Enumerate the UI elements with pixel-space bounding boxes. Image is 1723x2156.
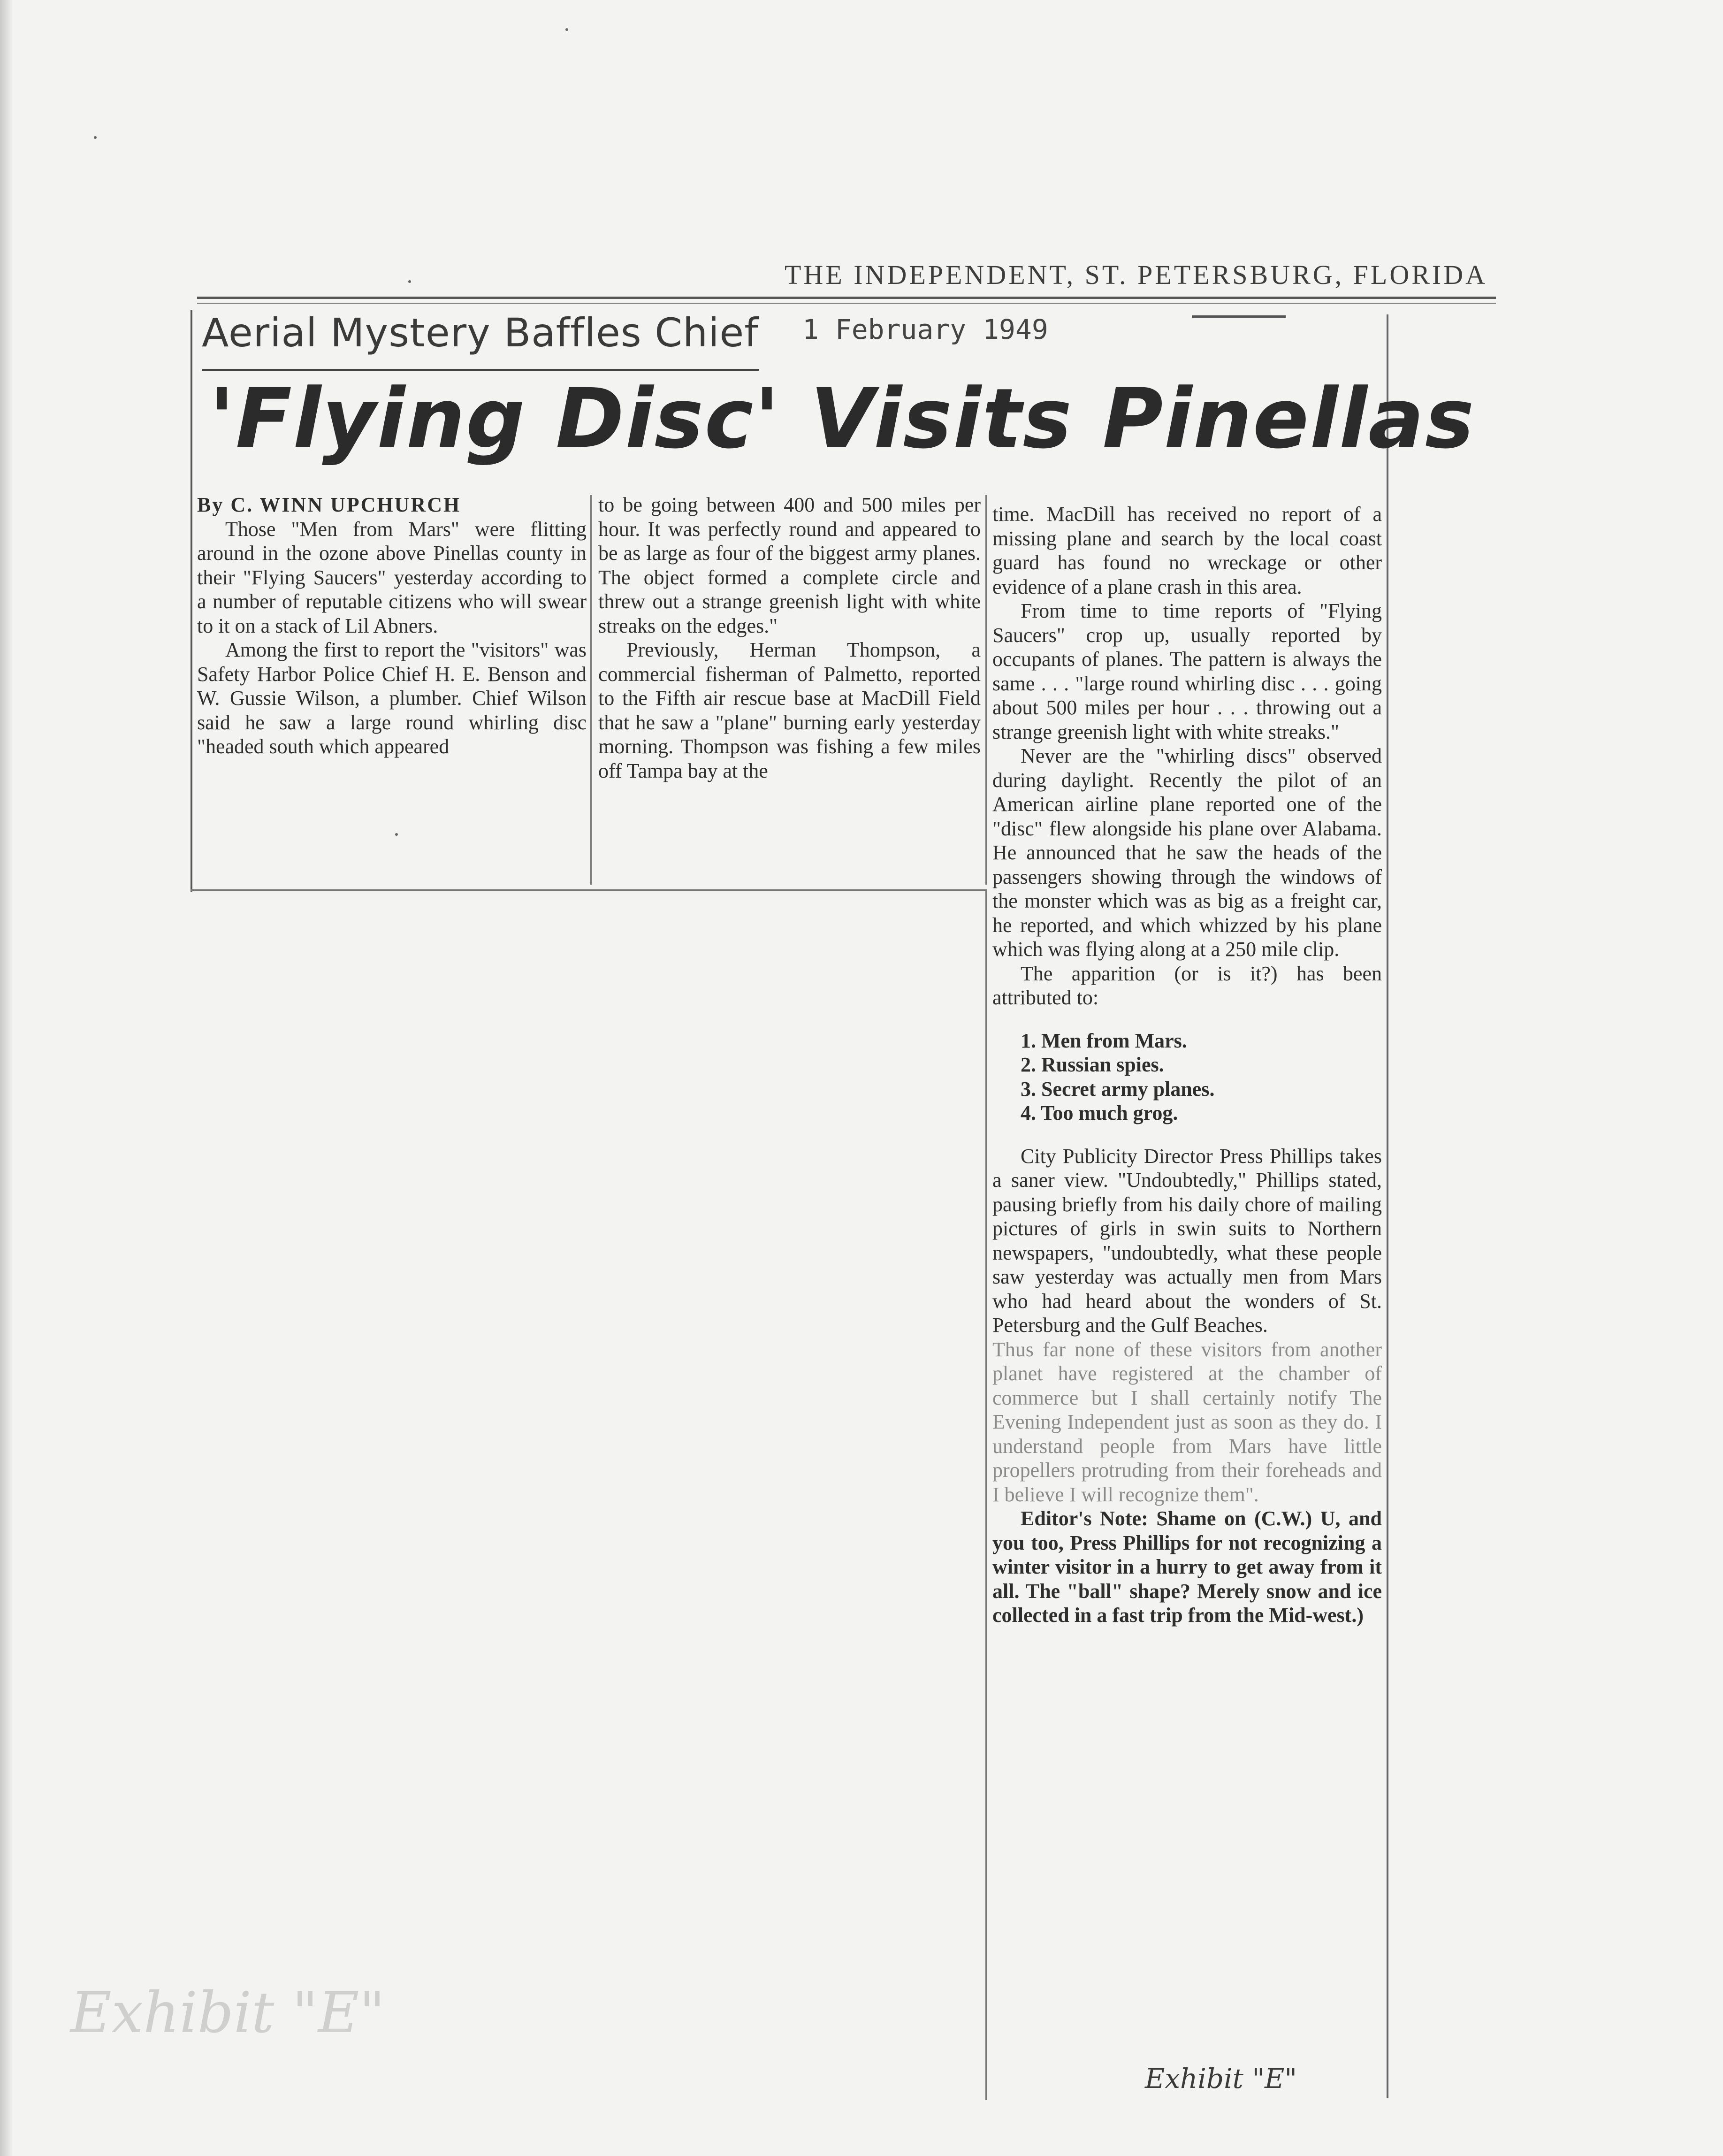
clipping-border-left [191,310,192,892]
handwritten-date: 1 February 1949 [802,313,1048,345]
paragraph-faded: Thus far none of these visitors from another planet have registered at the chamber of commerce but I shall certainly notify The Evening Independent just as soon as they do. I understand people from Mars have little propellers protruding from their foreheads and I believe I will recognize them". [992,1338,1382,1506]
list-item: 2. Russian spies. [1021,1053,1164,1076]
column-separator [985,495,987,885]
pencil-exhibit-annotation [66,1966,413,2056]
article-column-3 [992,502,1382,1628]
paragraph: to be going between 400 and 500 miles per hour. It was perfectly round and appeared to be as large as four of the biggest army planes. The object formed a complete circle and threw out a strange greenish light with white streaks on the edges." [598,493,981,637]
paragraph: Previously, Herman Thompson, a commercial fisherman of Palmetto, reported to the Fifth air rescue base at MacDill Field that he saw a "plane" burning early yesterday morning. Thompson was fishing a few miles off Tampa bay at the [598,638,981,782]
list-item: 3. Secret army planes. [1021,1077,1215,1101]
article-column-2 [598,493,981,783]
exhibit-stamp: Exhibit "E" [1145,2063,1297,2095]
scan-speck [94,136,97,139]
page-edge-shadow [0,0,12,2156]
scan-speck [408,280,411,283]
paragraph: The apparition (or is it?) has been attributed to: [992,962,1382,1009]
list-item: 4. Too much grog. [1021,1101,1178,1124]
column-separator [590,495,592,885]
byline: By C. WINN UPCHURCH [197,493,461,516]
scan-speck [395,833,398,836]
attribution-list [1021,1029,1382,1125]
main-headline: 'Flying Disc' Visits Pinellas [209,371,1475,467]
clipping-border-column [985,889,987,2100]
masthead-rule [197,297,1496,304]
paragraph: City Publicity Director Press Phillips takes a saner view. "Undoubtedly," Phillips stated, pausing briefly from his daily chore of mailing pictures of girls in swin suits to Northern newspapers, "undoubtedly, what these people saw yesterday was actually men from Mars who had heard about the wonders of St. Petersburg and the Gulf Beaches. [992,1144,1382,1337]
date-underline [1192,315,1286,318]
pencil-text: Exhibit "E" [70,1980,385,2046]
list-item: 1. Men from Mars. [1021,1029,1187,1052]
subheadline: Aerial Mystery Baffles Chief [202,310,759,371]
paragraph: Among the first to report the "visitors" was Safety Harbor Police Chief H. E. Benson and W. Gussie Wilson, a plumber. Chief Wilson said he saw a large round whirling disc "headed south which appeared [197,638,587,758]
clipping-border-right [1387,314,1388,2098]
article-column-1 [197,493,587,759]
paragraph: From time to time reports of "Flying Saucers" crop up, usually reported by occupants of planes. The pattern is always the same . . . "large round whirling disc . . . going about 500 miles per hour . . . throwing out a strange greenish light with white streaks." [992,599,1382,743]
paragraph: Those "Men from Mars" were flitting around in the ozone above Pinellas county in their "Flying Saucers" yesterday according to a number of reputable citizens who will swear to it on a stack of Lil Abners. [197,517,587,637]
scan-speck [565,28,568,31]
editors-note: Editor's Note: Shame on (C.W.) U, and you too, Press Phillips for not recognizing a winter visitor in a hurry to get away from it all. The "ball" shape? Merely snow and ice collected in a fast trip from the Mid-west.) [992,1507,1382,1627]
newspaper-masthead: THE INDEPENDENT, ST. PETERSBURG, FLORIDA [785,260,1488,290]
paragraph: Never are the "whirling discs" observed during daylight. Recently the pilot of an American airline plane reported one of the "disc" flew alongside his plane over Alabama. He announced that he saw the heads of the passengers showing through the windows of the monster which was as big as a freight car, he reported, and which whizzed by his plane which was flying along at a 250 mile clip. [992,744,1382,961]
clipping-border-bottom [191,889,986,891]
paragraph: time. MacDill has received no report of a missing plane and search by the local coast guard has found no wreckage or other evidence of a plane crash in this area. [992,503,1382,598]
